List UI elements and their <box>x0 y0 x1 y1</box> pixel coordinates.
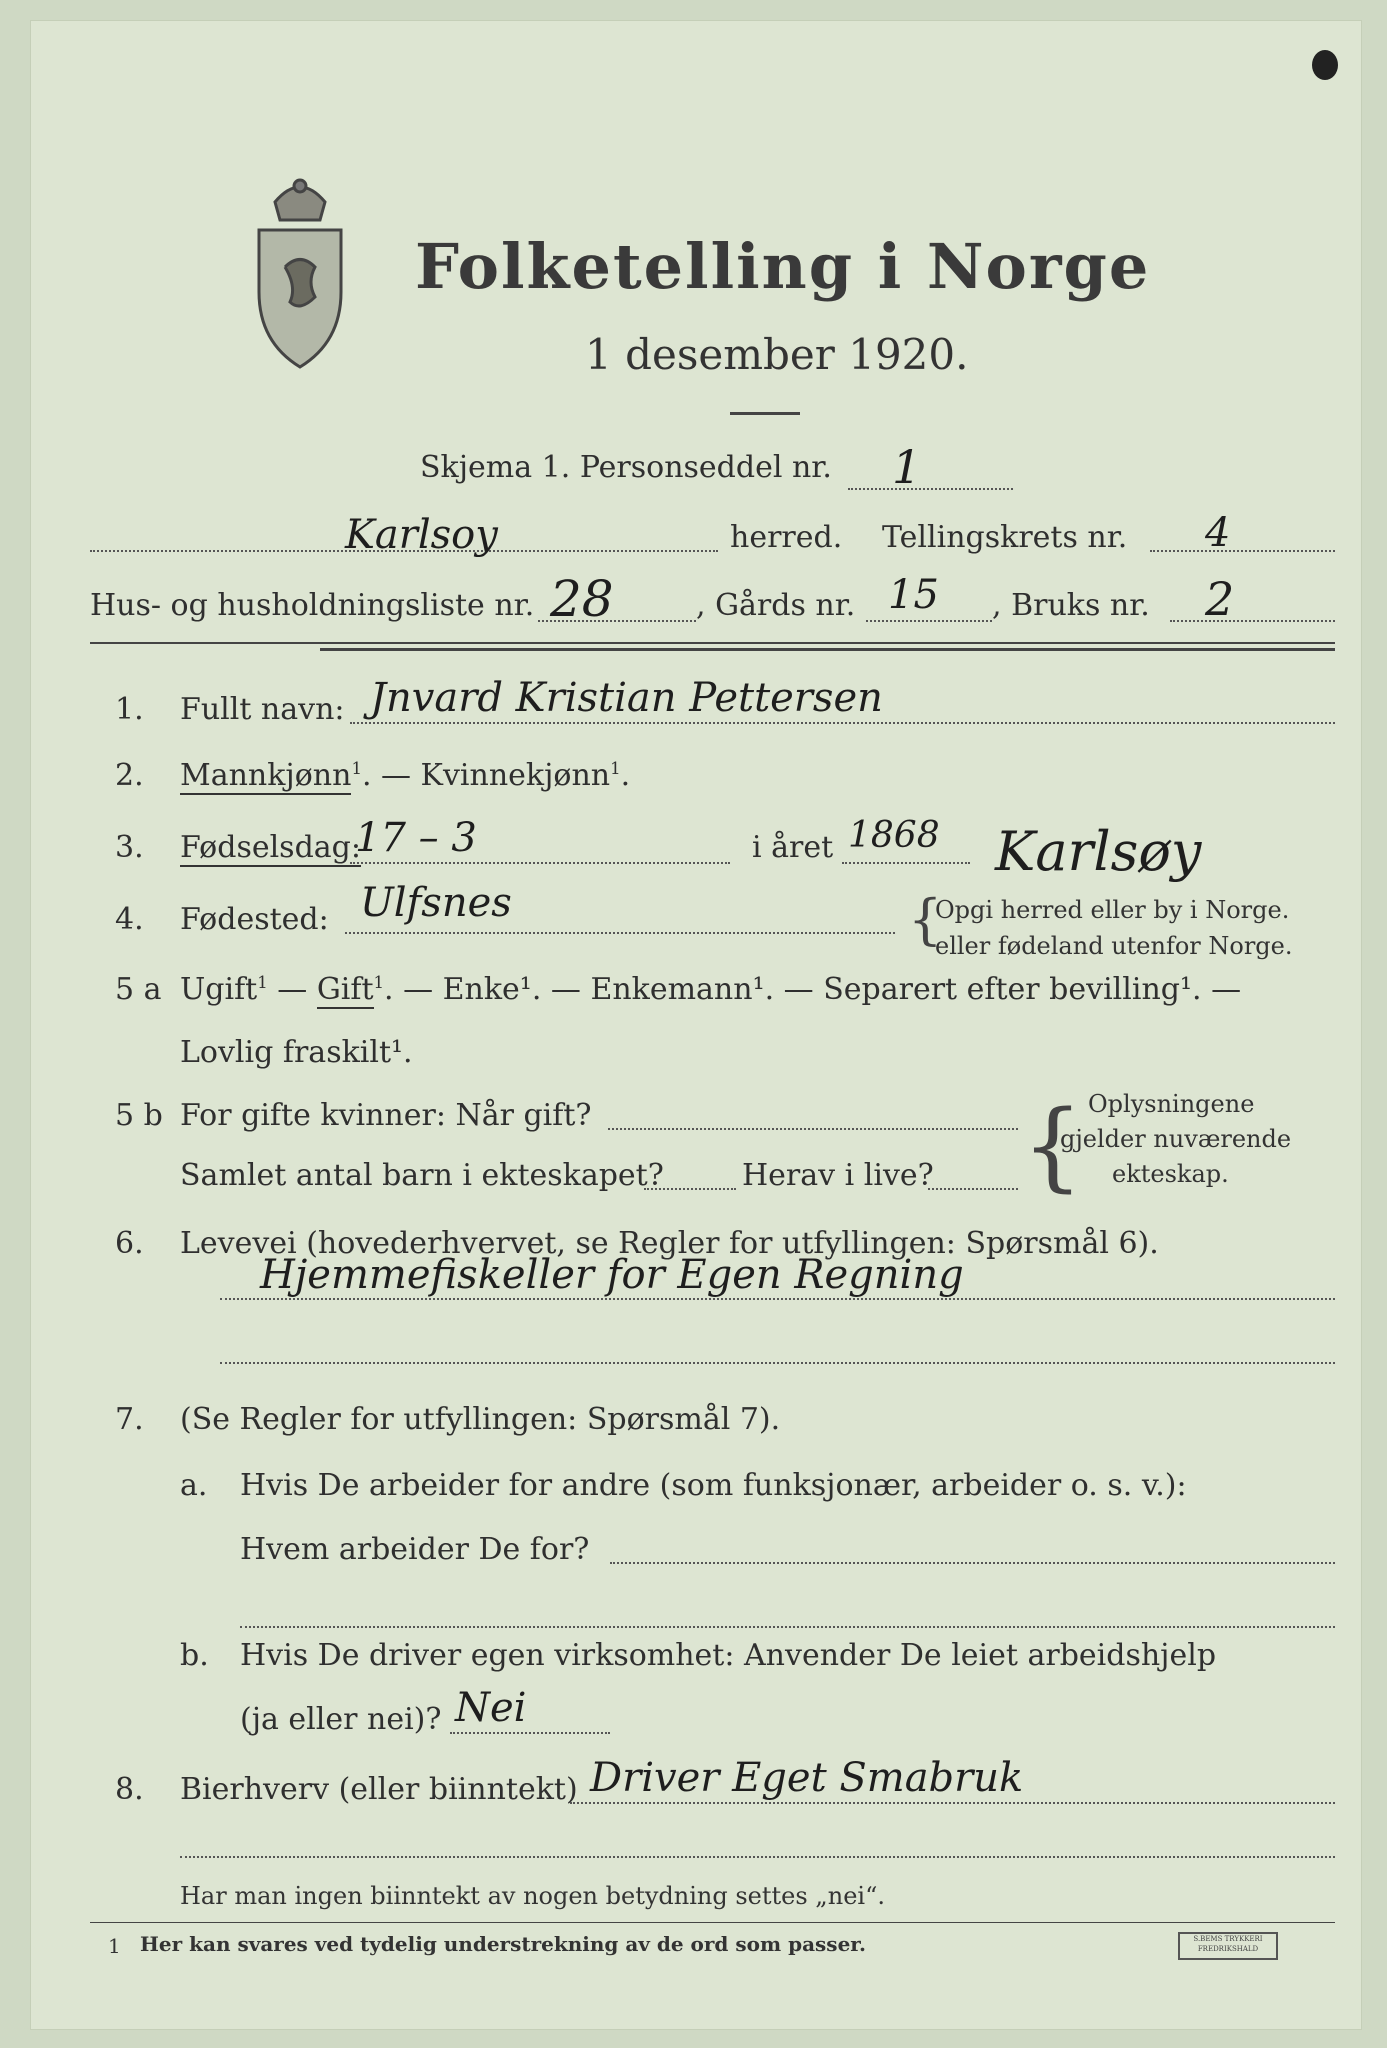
q6-number: 6. <box>115 1226 144 1261</box>
employer-field[interactable] <box>610 1562 1335 1564</box>
occupation-value: Hjemmefiskeller for Egen Regning <box>260 1252 964 1298</box>
hus-label: Hus- og husholdningsliste nr. <box>90 588 535 623</box>
side-income-field[interactable] <box>570 1802 1335 1804</box>
q7a-label: Hvis De arbeider for andre (som funksjonær, arbeider o. s. v.): <box>240 1468 1187 1503</box>
header-rule-thick <box>320 648 1335 651</box>
birthplace-margin-note: Karlsøy <box>995 820 1202 883</box>
ink-blot <box>1312 50 1338 80</box>
tellingskrets-label: Tellingskrets nr. <box>882 520 1128 555</box>
biinntekt-note: Har man ingen biinntekt av nogen betydning settes „nei“. <box>180 1882 885 1910</box>
mannkjonn-option[interactable]: Mannkjønn <box>180 758 352 793</box>
q5b-bracket: { <box>1022 1090 1084 1202</box>
ugift-option[interactable]: Ugift <box>180 972 258 1007</box>
q4-number: 4. <box>115 902 144 937</box>
tellingskrets-field[interactable] <box>1150 550 1335 552</box>
q7a-employer-label: Hvem arbeider De for? <box>240 1532 590 1567</box>
q7a-letter: a. <box>180 1468 208 1503</box>
printer-stamp <box>1178 1932 1278 1960</box>
occupation-field-2[interactable] <box>220 1362 1335 1364</box>
q8-number: 8. <box>115 1772 144 1807</box>
children-field[interactable] <box>644 1188 736 1190</box>
q3-year-label: i året <box>752 830 834 865</box>
printer-stamp-text: S.BEMS TRYKKERI FREDRIKSHALD <box>1193 1935 1263 1953</box>
bruks-value: 2 <box>1205 572 1235 626</box>
herred-value: Karlsoy <box>345 512 498 558</box>
q7b-label: Hvis De driver egen virksomhet: Anvender De leiet arbeidshjelp <box>240 1638 1217 1673</box>
q8-label: Bierhverv (eller biinntekt) <box>180 1772 578 1807</box>
side-income-value: Driver Eget Smabruk <box>590 1755 1024 1801</box>
q5b-children-label: Samlet antal barn i ekteskapet? <box>180 1158 664 1193</box>
full-name-field[interactable] <box>350 722 1335 724</box>
bruks-field[interactable] <box>1170 620 1335 622</box>
q1-number: 1. <box>115 692 144 727</box>
form-date: 1 desember 1920. <box>585 330 969 379</box>
q5b-number: 5 b <box>115 1098 163 1133</box>
q7-number: 7. <box>115 1402 144 1437</box>
title-divider <box>730 412 800 415</box>
q5b-note-2: gjelder nuværende <box>1060 1125 1292 1153</box>
occupation-field[interactable] <box>220 1298 1335 1300</box>
skjema-label: Skjema 1. Personseddel nr. <box>420 450 832 485</box>
herred-label: herred. <box>730 520 843 555</box>
q2-options: Mannkjønn$^1$. — Kvinnekjønn$^1$. <box>180 758 631 793</box>
alive-field[interactable] <box>928 1188 1018 1190</box>
personseddel-field[interactable] <box>848 488 1013 490</box>
full-name-value: Jnvard Kristian Pettersen <box>370 675 883 721</box>
birthyear-value: 1868 <box>848 815 940 856</box>
q5a-options: Ugift$^1$ — Gift$^1$. — Enke¹. — Enkemann¹. — Separert efter bevilling¹. — <box>180 972 1242 1007</box>
footnote-text: Her kan svares ved tydelig understrekning av de ord som passer. <box>140 1932 866 1956</box>
gards-label: , Gårds nr. <box>696 588 856 623</box>
q5b-note-3: ekteskap. <box>1112 1160 1229 1188</box>
q6-label: Levevei (hovederhvervet, se Regler for utfyllingen: Spørsmål 6). <box>180 1226 1159 1261</box>
birthplace-field[interactable] <box>345 932 895 934</box>
birthdate-field[interactable] <box>350 862 730 864</box>
header-rule <box>90 642 1335 644</box>
marriage-date-field[interactable] <box>608 1128 1018 1130</box>
hus-value: 28 <box>550 570 614 628</box>
hire-value: Nei <box>455 1685 527 1731</box>
q2-number: 2. <box>115 758 144 793</box>
q3-label: Fødselsdag: <box>180 830 361 865</box>
q7-label: (Se Regler for utfyllingen: Spørsmål 7). <box>180 1402 781 1437</box>
tellingskrets-value: 4 <box>1205 510 1231 556</box>
gift-option[interactable]: Gift <box>316 972 374 1007</box>
q5b-label: For gifte kvinner: Når gift? <box>180 1098 592 1133</box>
footnote-mark: 1 <box>108 1934 121 1958</box>
birthplace-value: Ulfsnes <box>360 880 512 926</box>
q2-end: . <box>620 758 631 793</box>
coat-of-arms-icon <box>245 172 355 372</box>
footnote-divider <box>90 1922 1335 1923</box>
kvinnekjonn-option[interactable]: Kvinnekjønn <box>420 758 611 793</box>
q7b-hire-label: (ja eller nei)? <box>240 1702 442 1737</box>
census-form-page <box>30 20 1362 2030</box>
bruks-label: , Bruks nr. <box>992 588 1150 623</box>
q5a-fraskilt-option[interactable]: Lovlig fraskilt¹. <box>180 1035 413 1070</box>
q4-label: Fødested: <box>180 902 329 937</box>
q7b-letter: b. <box>180 1638 209 1673</box>
birthyear-field[interactable] <box>842 862 970 864</box>
gards-field[interactable] <box>866 620 992 622</box>
q5b-alive-label: Herav i live? <box>742 1158 934 1193</box>
hire-field[interactable] <box>450 1732 610 1734</box>
q1-label: Fullt navn: <box>180 692 345 727</box>
q5a-remaining-options[interactable]: . — Enke¹. — Enkemann¹. — Separert efter bevilling¹. — <box>384 972 1242 1007</box>
side-income-field-2[interactable] <box>180 1856 1335 1858</box>
employer-field-2[interactable] <box>240 1626 1335 1628</box>
q4-note-2: eller fødeland utenfor Norge. <box>935 932 1293 960</box>
q4-bracket: { <box>908 888 943 951</box>
personseddel-value: 1 <box>892 440 922 494</box>
q5a-number: 5 a <box>115 972 162 1007</box>
q3-number: 3. <box>115 830 144 865</box>
form-title: Folketelling i Norge <box>415 230 1151 303</box>
q5b-note-1: Oplysningene <box>1088 1090 1255 1118</box>
q2-separator: . — <box>361 758 421 793</box>
birthdate-value: 17 – 3 <box>355 815 477 861</box>
q4-note-1: Opgi herred eller by i Norge. <box>935 896 1290 924</box>
gards-value: 15 <box>888 572 939 618</box>
